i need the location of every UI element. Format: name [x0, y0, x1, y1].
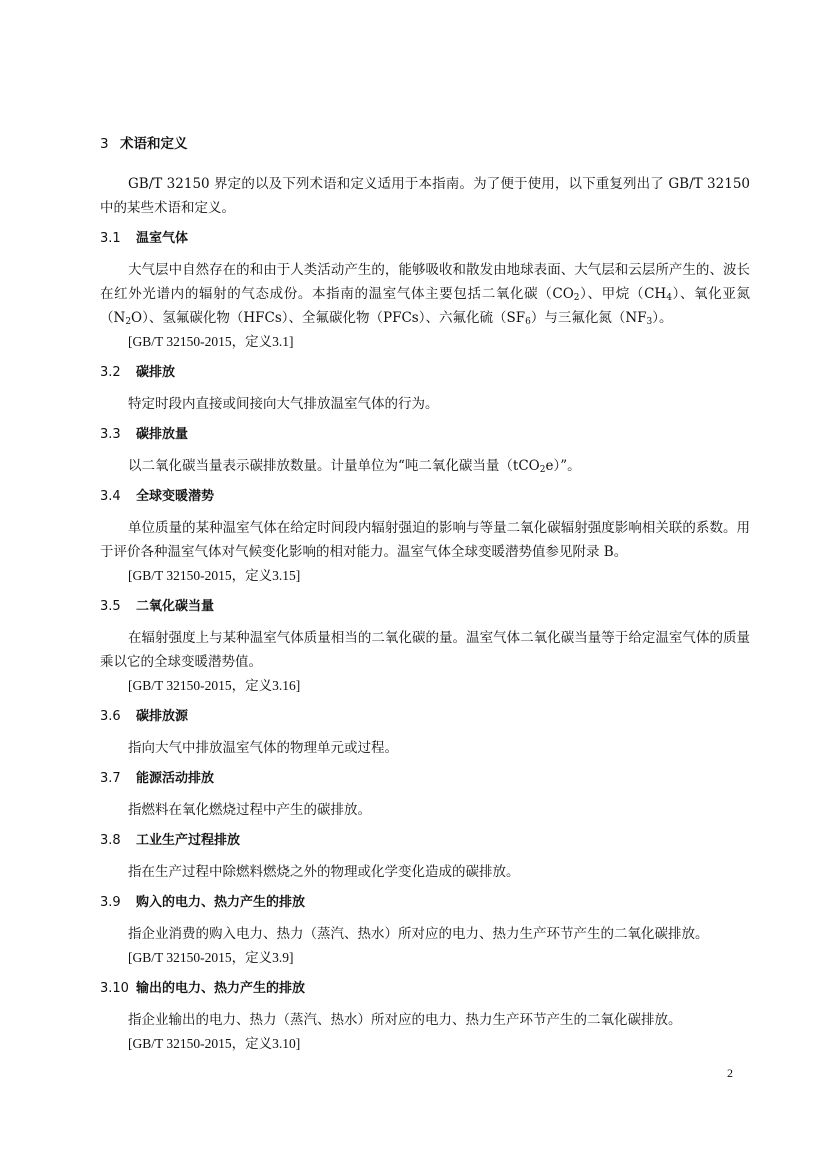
term-title: 二氧化碳当量: [136, 599, 215, 614]
term-number: 3.1: [100, 231, 121, 246]
definition-text: ）。: [652, 310, 673, 326]
term-section-3-8: [100, 828, 750, 884]
page-number: 2: [727, 1066, 733, 1080]
term-number: 3.8: [100, 833, 121, 848]
definition-text: ）与三氟化氮（NF: [530, 310, 647, 326]
subscript: 2: [125, 317, 132, 327]
intro-paragraph: GB/T 32150 界定的以及下列术语和定义适用于本指南。为了便于使用，以下重复列出了 GB/T 32150 中的某些术语和定义。: [100, 176, 750, 216]
term-number: 3.7: [100, 771, 121, 786]
term-definition: 指企业消费的购入电力、热力（蒸汽、热水）所对应的电力、热力生产环节产生的二氧化碳排放。: [128, 926, 709, 942]
term-heading: [100, 890, 750, 916]
subscript: 4: [666, 293, 672, 303]
chapter-number: 3: [100, 136, 109, 152]
term-number: 3.10: [100, 981, 129, 996]
term-definition: 单位质量的某种温室气体在给定时间段内辐射强迫的影响与等量二氧化碳辐射强度影响相关联的系数。用于评价各种温室气体对气候变化影响的相对能力。温室气体全球变暖潜势值参见附录 B。: [100, 520, 750, 560]
term-number: 3.6: [100, 709, 121, 724]
term-heading: [100, 594, 750, 620]
term-definition: 特定时段内直接或间接向大气排放温室气体的行为。: [128, 396, 439, 412]
term-heading: [100, 766, 750, 792]
term-title: 碳排放量: [136, 427, 189, 442]
term-definition: 指在生产过程中除燃料燃烧之外的物理或化学变化造成的碳排放。: [128, 864, 520, 880]
term-number: 3.5: [100, 599, 121, 614]
term-section-3-2: [100, 360, 750, 416]
page-content: [100, 134, 750, 1062]
subscript: 2: [573, 293, 580, 303]
term-title: 输出的电力、热力产生的排放: [136, 981, 306, 996]
definition-text: O）、氢氟碳化物（HFCs）、全氟碳化物（PFCs）、六氟化硫（SF: [131, 310, 526, 326]
term-section-3-6: [100, 704, 750, 760]
term-definition: 指燃料在氧化燃烧过程中产生的碳排放。: [128, 802, 371, 818]
definition-text: ）、甲烷（CH: [579, 286, 667, 302]
term-heading: [100, 360, 750, 386]
term-title: 能源活动排放: [136, 771, 215, 786]
term-definition: [100, 454, 750, 478]
term-title: 购入的电力、热力产生的排放: [136, 895, 306, 910]
term-number: 3.4: [100, 489, 121, 504]
term-title: 工业生产过程排放: [136, 833, 241, 848]
subscript: 6: [525, 317, 531, 327]
term-section-3-7: [100, 766, 750, 822]
term-heading: [100, 484, 750, 510]
chapter-title: 术语和定义: [120, 136, 188, 152]
chapter-heading: [100, 134, 750, 154]
term-heading: [100, 976, 750, 1002]
subscript: 2: [539, 465, 546, 475]
term-number: 3.2: [100, 365, 121, 380]
term-definition: [100, 258, 750, 330]
term-title: 全球变暖潜势: [136, 489, 215, 504]
definition-text: 以二氧化碳当量表示碳排放数量。计量单位为“吨二氧化碳当量（tCO: [128, 458, 540, 474]
definition-text: 大气层中自然存在的和由于人类活动产生的，能够吸收和散发由地球表面、大气层和云层所产生的、波长在红外光谱内的辐射的气态成份。本指南的温室气体主要包括二氧化碳（CO: [100, 262, 750, 302]
term-reference: [GB/T 32150-2015，定义3.9]: [128, 950, 294, 965]
term-definition: 指向大气中排放温室气体的物理单元或过程。: [128, 740, 398, 756]
term-heading: [100, 704, 750, 730]
term-reference: [GB/T 32150-2015，定义3.16]: [128, 678, 301, 693]
term-definition: 指企业输出的电力、热力（蒸汽、热水）所对应的电力、热力生产环节产生的二氧化碳排放。: [128, 1012, 682, 1028]
term-heading: [100, 828, 750, 854]
term-heading: [100, 226, 750, 252]
term-section-3-4: [100, 484, 750, 588]
term-section-3-5: [100, 594, 750, 698]
term-title: 碳排放: [136, 365, 176, 380]
definition-text: ）、氧化亚氮（N: [100, 286, 751, 326]
term-heading: [100, 422, 750, 448]
term-reference: [GB/T 32150-2015，定义3.15]: [128, 568, 301, 583]
term-number: 3.9: [100, 895, 121, 910]
term-section-3-1: [100, 226, 750, 354]
term-reference: [GB/T 32150-2015，定义3.1]: [128, 334, 294, 349]
term-section-3-10: [100, 976, 750, 1056]
definition-text: e）”。: [545, 458, 581, 474]
term-number: 3.3: [100, 427, 121, 442]
subscript: 3: [646, 317, 653, 327]
term-definition: 在辐射强度上与某种温室气体质量相当的二氧化碳的量。温室气体二氧化碳当量等于给定温室气体的质量乘以它的全球变暖潜势值。: [100, 630, 750, 670]
term-title: 碳排放源: [136, 709, 189, 724]
term-title: 温室气体: [136, 231, 189, 246]
term-section-3-3: [100, 422, 750, 478]
term-reference: [GB/T 32150-2015，定义3.10]: [128, 1036, 301, 1051]
term-section-3-9: [100, 890, 750, 970]
